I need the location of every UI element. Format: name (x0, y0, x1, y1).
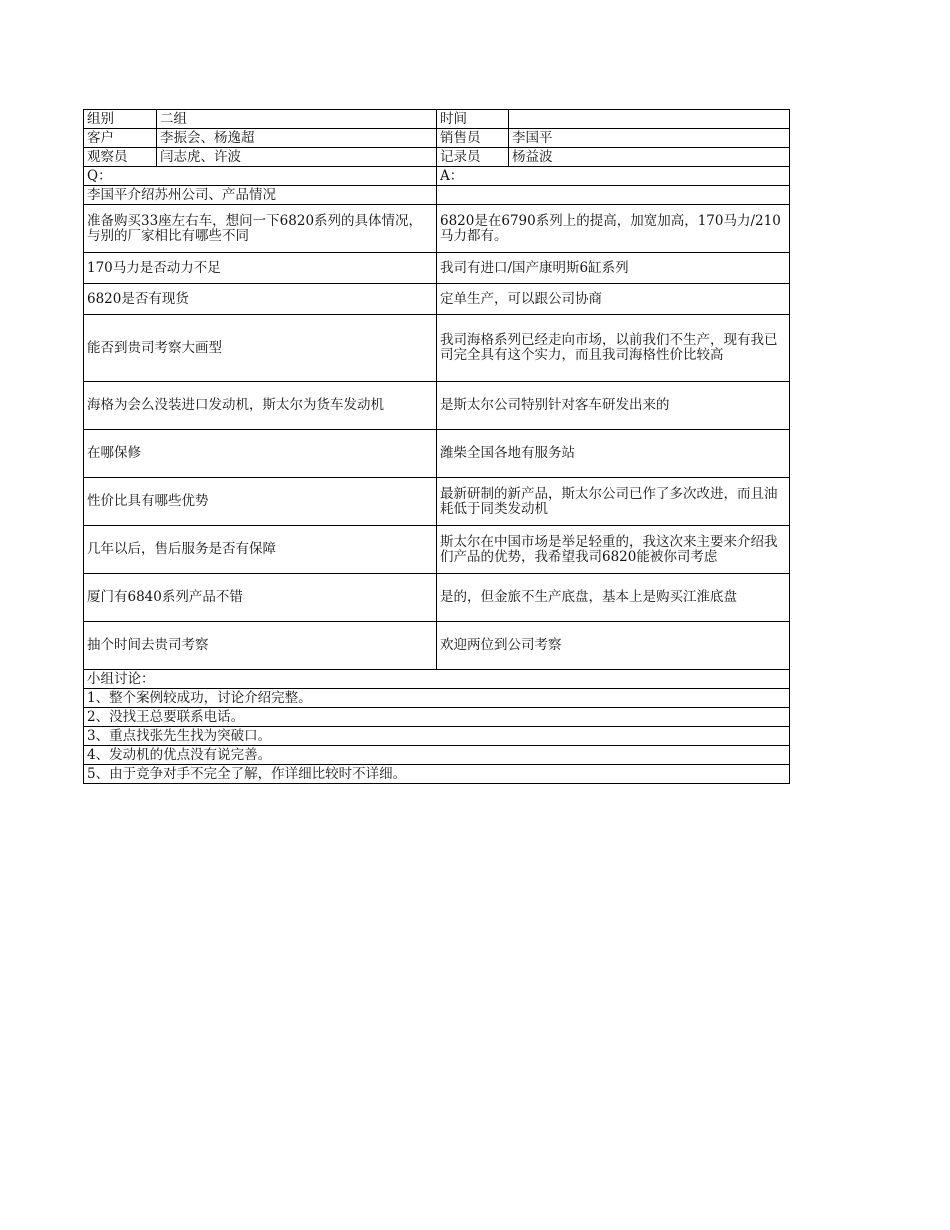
qa-row (84, 315, 790, 382)
recorder-label: 记录员 (437, 148, 509, 167)
qa-header-row (84, 167, 790, 186)
discussion-item: 4、发动机的优点没有说完善。 (84, 746, 790, 765)
observer-label: 观察员 (84, 148, 157, 167)
group-value: 二组 (157, 110, 437, 129)
discussion-item-row (84, 765, 790, 784)
qa-row (84, 382, 790, 430)
discussion-item: 1、整个案例较成功，讨论介绍完整。 (84, 689, 790, 708)
discussion-item-row (84, 708, 790, 727)
interview-record-table (83, 109, 790, 784)
discussion-item: 3、重点找张先生找为突破口。 (84, 727, 790, 746)
customer-label: 客户 (84, 129, 157, 148)
intro-text: 李国平介绍苏州公司、产品情况 (84, 186, 437, 205)
answer-cell: 是斯太尔公司特别针对客车研发出来的 (437, 382, 790, 430)
header-row-group (84, 110, 790, 129)
qa-row (84, 284, 790, 315)
question-cell: 准备购买33座左右车，想问一下6820系列的具体情况，与别的厂家相比有哪些不同 (84, 205, 437, 253)
question-cell: 厦门有6840系列产品不错 (84, 574, 437, 622)
answer-cell: 潍柴全国各地有服务站 (437, 430, 790, 478)
question-cell: 能否到贵司考察大画型 (84, 315, 437, 382)
intro-answer-empty (437, 186, 790, 205)
time-value (509, 110, 790, 129)
group-label: 组别 (84, 110, 157, 129)
answer-cell: 我司海格系列已经走向市场，以前我们不生产，现有我已司完全具有这个实力，而且我司海格性价比较高 (437, 315, 790, 382)
answer-cell: 最新研制的新产品，斯太尔公司已作了多次改进，而且油耗低于同类发动机 (437, 478, 790, 526)
customer-value: 李振会、杨逸超 (157, 129, 437, 148)
observer-value: 闫志虎、许波 (157, 148, 437, 167)
time-label: 时间 (437, 110, 509, 129)
answer-cell: 欢迎两位到公司考察 (437, 622, 790, 670)
question-cell: 170马力是否动力不足 (84, 253, 437, 284)
question-cell: 抽个时间去贵司考察 (84, 622, 437, 670)
question-cell: 海格为会么没装进口发动机，斯太尔为货车发动机 (84, 382, 437, 430)
sales-value: 李国平 (509, 129, 790, 148)
discussion-item-row (84, 689, 790, 708)
answer-cell: 定单生产，可以跟公司协商 (437, 284, 790, 315)
intro-row (84, 186, 790, 205)
qa-row (84, 205, 790, 253)
header-row-customer (84, 129, 790, 148)
answer-cell: 我司有进口/国产康明斯6缸系列 (437, 253, 790, 284)
qa-row (84, 526, 790, 574)
answer-column-header: A： (437, 167, 790, 186)
discussion-title-row (84, 670, 790, 689)
discussion-item-row (84, 746, 790, 765)
question-cell: 几年以后，售后服务是否有保障 (84, 526, 437, 574)
question-cell: 性价比具有哪些优势 (84, 478, 437, 526)
discussion-title: 小组讨论： (84, 670, 790, 689)
qa-row (84, 430, 790, 478)
answer-cell: 6820是在6790系列上的提高，加宽加高，170马力/210马力都有。 (437, 205, 790, 253)
qa-row (84, 574, 790, 622)
qa-row (84, 622, 790, 670)
question-cell: 在哪保修 (84, 430, 437, 478)
qa-row (84, 253, 790, 284)
sales-label: 销售员 (437, 129, 509, 148)
discussion-item: 2、没找王总要联系电话。 (84, 708, 790, 727)
recorder-value: 杨益波 (509, 148, 790, 167)
answer-cell: 是的，但金旅不生产底盘，基本上是购买江淮底盘 (437, 574, 790, 622)
discussion-item: 5、由于竞争对手不完全了解，作详细比较时不详细。 (84, 765, 790, 784)
answer-cell: 斯太尔在中国市场是举足轻重的，我这次来主要来介绍我们产品的优势，我希望我司6820能被你司考虑 (437, 526, 790, 574)
qa-row (84, 478, 790, 526)
question-cell: 6820是否有现货 (84, 284, 437, 315)
question-column-header: Q： (84, 167, 437, 186)
header-row-observer (84, 148, 790, 167)
discussion-item-row (84, 727, 790, 746)
